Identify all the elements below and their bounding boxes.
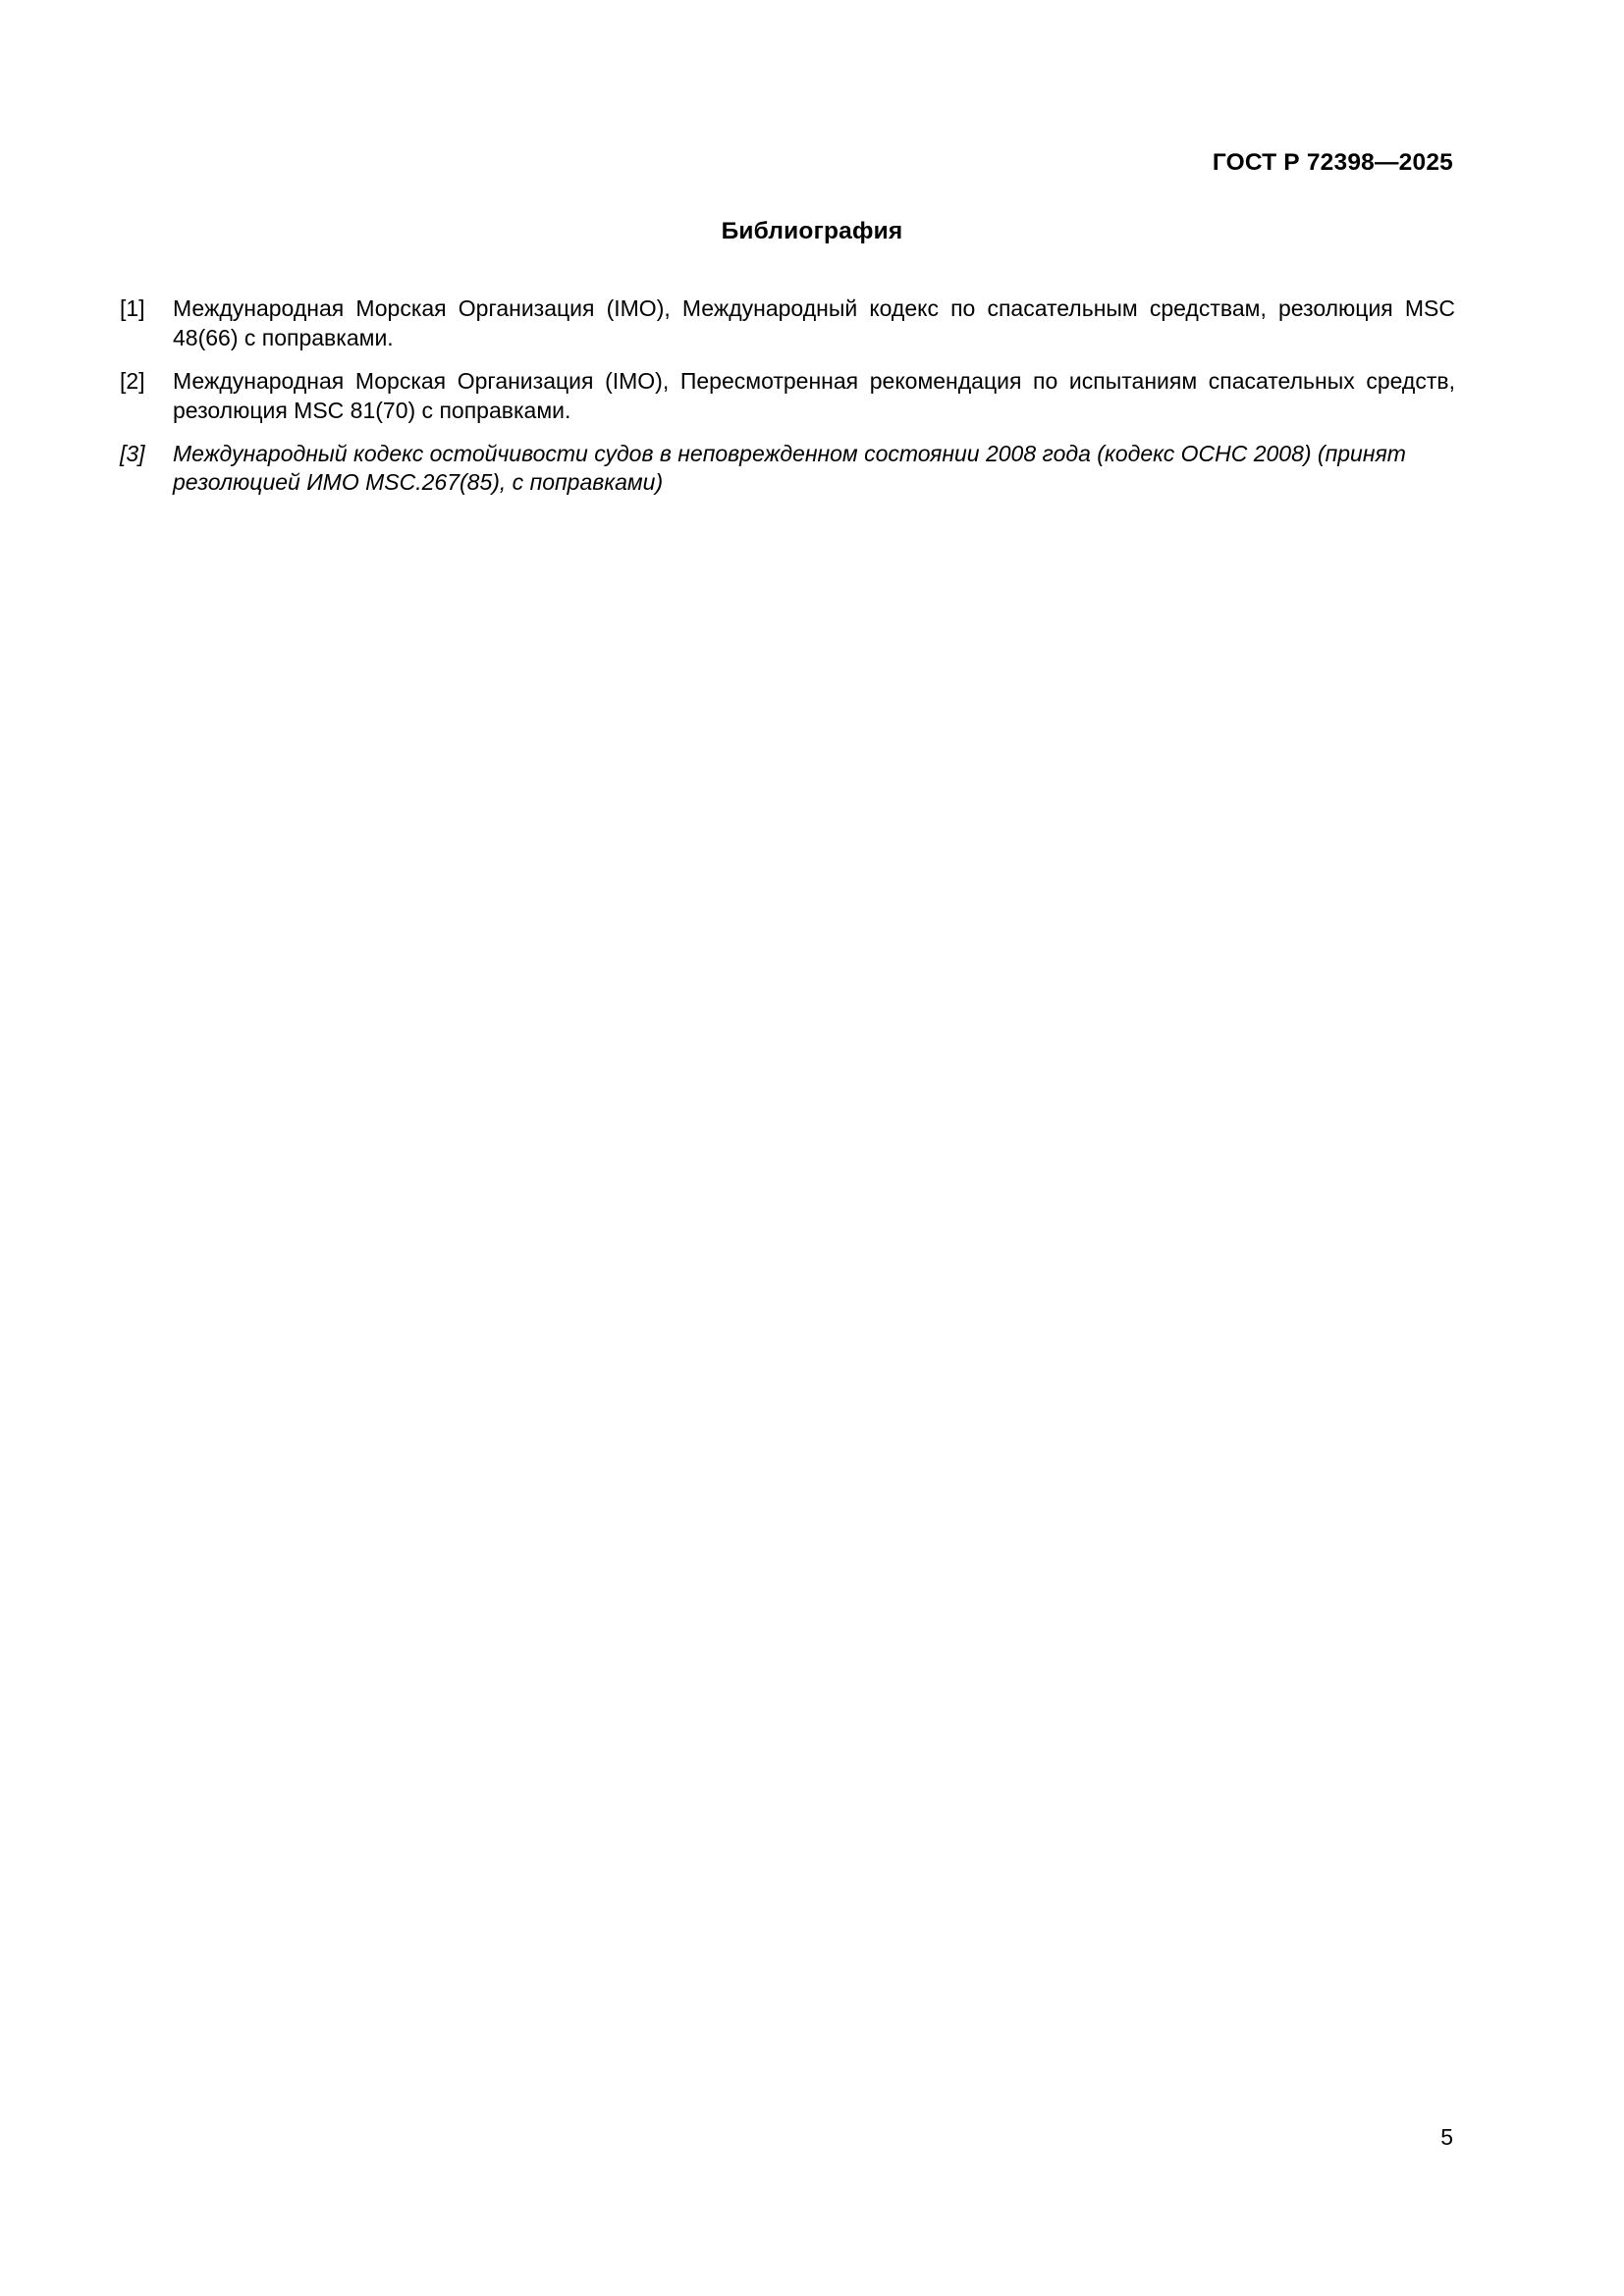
page-title: Библиография — [721, 218, 903, 244]
page-number: 5 — [1440, 2124, 1453, 2150]
list-item — [120, 367, 1455, 426]
bibliography-item-marker: [1] — [120, 295, 145, 321]
bibliography-item-text: Международная Морская Организация (IMO), Пересмотренная рекомендация по испытаниям спасательных средств, резолюция MSC 81(70) с поправками. — [173, 367, 1455, 423]
bibliography-list — [120, 294, 1455, 511]
bibliography-item-marker: [2] — [120, 367, 145, 394]
bibliography-item-text: Международная Морская Организация (IMO), Международный кодекс по спасательным средствам, резолюция MSC 48(66) с поправками. — [173, 295, 1455, 350]
bibliography-item-text: Международный кодекс остойчивости судов в неповрежденном состоянии 2008 года (кодекс ОСНС 2008) (принят резолюцией ИМО MSC.267(85), с поправками) — [173, 440, 1406, 496]
list-item — [120, 440, 1455, 499]
list-item — [120, 294, 1455, 353]
standard-reference-header: ГОСТ Р 72398—2025 — [1212, 149, 1453, 176]
bibliography-item-marker: [3] — [120, 440, 145, 466]
